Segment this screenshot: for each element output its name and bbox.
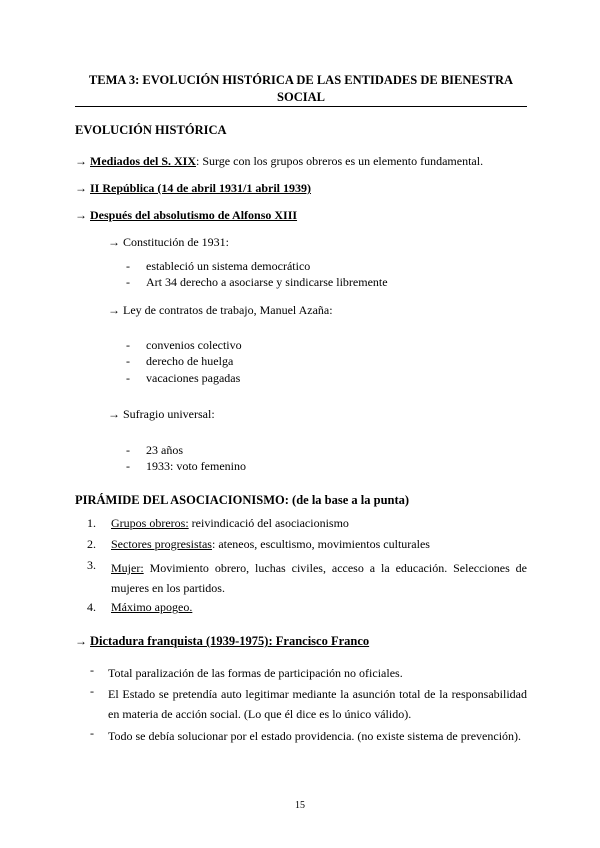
document-title: TEMA 3: EVOLUCIÓN HISTÓRICA DE LAS ENTIDADES DE BIENESTRA SOCIAL: [88, 73, 514, 104]
numbered-item: 2. Sectores progresistas: ateneos, escultismo, movimientos culturales: [87, 537, 430, 551]
arrow-icon: →: [75, 181, 87, 195]
numbered-item: 3. Mujer: Movimiento obrero, luchas civiles, acceso a la educación. Selecciones de mujeres en los partidos.: [87, 558, 527, 595]
dash-bullet: -: [90, 663, 94, 677]
dash-bullet: -: [126, 443, 130, 457]
dash-bullet: -: [126, 338, 130, 352]
dash-bullet: -: [126, 354, 130, 368]
list-item: - Art 34 derecho a asociarse y sindicarse libremente: [126, 275, 388, 289]
paragraph-mediados: [75, 154, 483, 169]
list-item: - 1933: voto femenino: [126, 459, 246, 473]
paragraph-mediados-head: Mediados del S. XIX: [90, 154, 197, 168]
arrow-icon: →: [75, 634, 87, 648]
list-item: - estableció un sistema democrático: [126, 259, 311, 273]
dash-bullet: -: [126, 275, 130, 289]
numbered-item: 4. Máximo apogeo.: [87, 600, 193, 614]
numbered-item: 1. Grupos obreros: reivindicació del asociacionismo: [87, 516, 349, 530]
list-item: - Total paralización de las formas de participación no oficiales.: [90, 663, 403, 680]
arrow-icon: →: [75, 208, 87, 222]
paragraph-absolutismo-head: Después del absolutismo de Alfonso XIII: [90, 208, 298, 222]
dash-bullet: -: [90, 684, 94, 698]
paragraph-absolutismo: [75, 208, 297, 223]
dash-bullet: -: [90, 726, 94, 740]
list-item: - El Estado se pretendía auto legitimar mediante la asunción total de la responsabilidad en materia de acción social. (Lo que él dice es lo único válido).: [90, 684, 527, 721]
list-item: - convenios colectivo: [126, 338, 242, 352]
arrow-icon: →: [108, 235, 120, 249]
dash-bullet: -: [126, 259, 130, 273]
list-item: - vacaciones pagadas: [126, 371, 241, 385]
arrow-icon: →: [75, 154, 87, 168]
arrow-icon: →: [108, 407, 120, 421]
sufragio-label: → Sufragio universal:: [108, 407, 215, 421]
list-item: - 23 años: [126, 443, 183, 457]
paragraph-mediados-text: : Surge con los grupos obreros es un elemento fundamental.: [196, 154, 484, 168]
dash-bullet: -: [126, 459, 130, 473]
list-item: - Todo se debía solucionar por el estado providencia. (no existe sistema de prevención).: [90, 726, 522, 743]
section-heading-dictadura: → Dictadura franquista (1939-1975): Francisco Franco: [75, 634, 370, 648]
paragraph-republica: [75, 181, 311, 196]
paragraph-republica-head: II República (14 de abril 1931/1 abril 1939): [90, 181, 312, 195]
constitucion-label: → Constitución de 1931:: [108, 235, 229, 249]
title-divider: [75, 106, 527, 107]
section-heading-evolucion: EVOLUCIÓN HISTÓRICA: [75, 123, 227, 137]
section-heading-piramide: PIRÁMIDE DEL ASOCIACIONISMO: (de la base a la punta): [75, 493, 410, 507]
ley-label: → Ley de contratos de trabajo, Manuel Azaña:: [108, 303, 333, 317]
dash-bullet: -: [126, 371, 130, 385]
list-item: - derecho de huelga: [126, 354, 234, 368]
arrow-icon: →: [108, 303, 120, 317]
page-number: 15: [295, 800, 305, 811]
